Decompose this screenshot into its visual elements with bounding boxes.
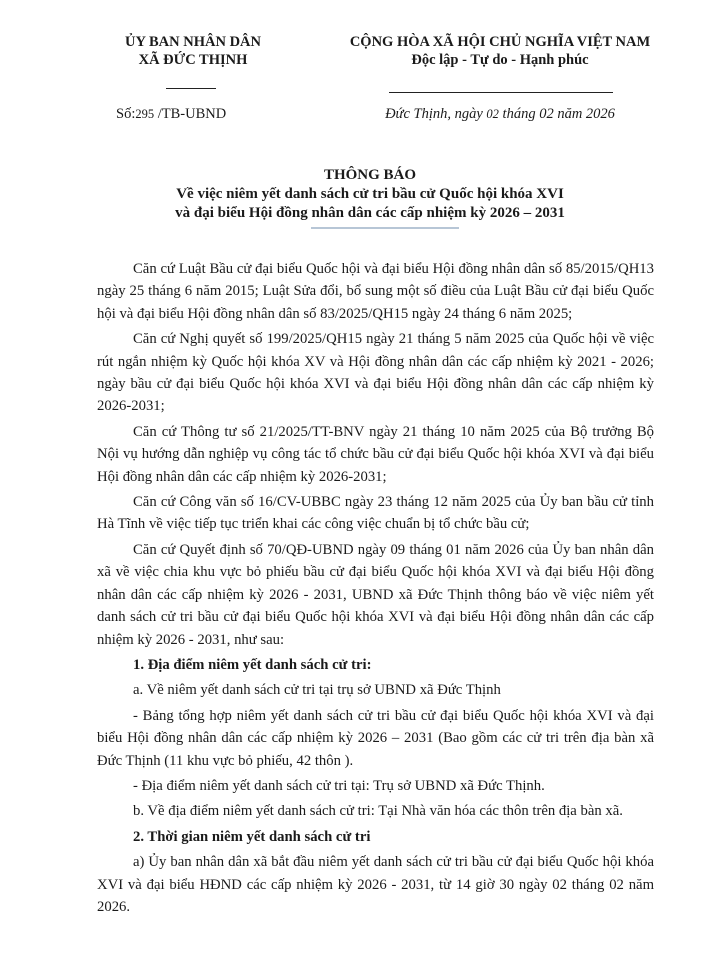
paragraph-1a-summary: - Bảng tổng hợp niêm yết danh sách cử tri bầu cử đại biểu Quốc hội khóa XVI và đại biểu Hội đồng nhân dân các cấp nhiệm kỳ 2026 – 2031 (Bao gồm các cử tri trên địa bàn xã Đức Thịnh (11 khu vực bỏ phiếu, 42 thôn ).: [97, 707, 654, 769]
doc-number-prefix: Số:: [116, 106, 136, 122]
date-prefix: Đức Thịnh, ngày: [385, 106, 487, 122]
title-heading: THÔNG BÁO: [323, 167, 417, 183]
paragraph-1a: a. Về niêm yết danh sách cử tri tại trụ sở UBND xã Đức Thịnh: [133, 682, 501, 699]
agency-line-2: XÃ ĐỨC THỊNH: [138, 52, 248, 68]
doc-number-value: 295: [135, 107, 155, 121]
document-body: [97, 258, 654, 921]
title-subtitle-2: và đại biểu Hội đồng nhân dân các cấp nhiệm kỳ 2026 – 2031: [175, 205, 565, 221]
national-title: CỘNG HÒA XÃ HỘI CHỦ NGHĨA VIỆT NAM: [349, 34, 651, 50]
doc-number-suffix: /TB-UBND: [154, 106, 227, 122]
title-subtitle-1: Về việc niêm yết danh sách cử tri bầu cử Quốc hội khóa XVI: [176, 186, 564, 202]
agency-underline: [166, 88, 216, 89]
date-day: 02: [486, 107, 499, 121]
paragraph-legal-basis-2: Căn cứ Nghị quyết số 199/2025/QH15 ngày 21 tháng 5 năm 2025 của Quốc hội về việc rút ngắn nhiệm kỳ Quốc hội khóa XV và Hội đồng nhân dân các cấp nhiệm kỳ 2021 - 2026; ngày bầu cử đại biểu Quốc hội khóa XVI và đại biểu Hội đồng nhân dân các cấp nhiệm kỳ 2026-2031;: [97, 331, 654, 415]
issuing-agency: [96, 33, 290, 69]
document-number: [116, 106, 226, 123]
paragraph-legal-basis-3: Căn cứ Thông tư số 21/2025/TT-BNV ngày 21 tháng 10 năm 2025 của Bộ trưởng Bộ Nội vụ hướng dẫn nghiệp vụ công tác tổ chức bầu cử đại biểu Quốc hội khóa XVI và đại biểu Hội đồng nhân dân các cấp nhiệm kỳ 2026-2031;: [97, 423, 654, 485]
document-title: [90, 166, 650, 223]
paragraph-legal-basis-5: Căn cứ Quyết định số 70/QĐ-UBND ngày 09 tháng 01 năm 2026 của Ủy ban nhân dân xã về việc chia khu vực bỏ phiếu bầu cử đại biểu Quốc hội khóa XVI và đại biểu Hội đồng nhân dân các cấp nhiệm kỳ 2026 - 2031, UBND xã Đức Thịnh thông báo về việc niêm yết danh sách cử tri bầu cử đại biểu Quốc hội khóa XVI và đại biểu Hội đồng nhân dân các cấp nhiệm kỳ 2026 - 2031, như sau:: [97, 541, 654, 648]
national-motto: [300, 33, 700, 69]
national-slogan: Độc lập - Tự do - Hạnh phúc: [411, 52, 589, 68]
paragraph-2a: a) Ủy ban nhân dân xã bắt đầu niêm yết danh sách cử tri bầu cử đại biểu Quốc hội khóa XVI và đại biểu HĐND các cấp nhiệm kỳ 2026 - 2031, từ 14 giờ 30 ngày 02 tháng 02 năm 2026.: [97, 854, 654, 915]
date-suffix: tháng 02 năm 2026: [498, 106, 615, 122]
title-underline: [311, 227, 459, 229]
paragraph-1b: b. Về địa điểm niêm yết danh sách cử tri: Tại Nhà văn hóa các thôn trên địa bàn xã.: [133, 803, 623, 820]
document-date: [300, 106, 700, 123]
section-heading-2: 2. Thời gian niêm yết danh sách cử tri: [133, 828, 371, 845]
paragraph-legal-basis-4: Căn cứ Công văn số 16/CV-UBBC ngày 23 tháng 12 năm 2025 của Ủy ban bầu cử tỉnh Hà Tĩnh về việc tiếp tục triển khai các công việc chuẩn bị tổ chức bầu cử;: [97, 494, 654, 533]
paragraph-1a-location: - Địa điểm niêm yết danh sách cử tri tại: Trụ sở UBND xã Đức Thịnh.: [133, 777, 545, 794]
section-heading-1: 1. Địa điểm niêm yết danh sách cử tri:: [133, 656, 372, 673]
slogan-underline: [389, 92, 613, 93]
agency-line-1: ỦY BAN NHÂN DÂN: [124, 34, 261, 50]
paragraph-legal-basis-1: Căn cứ Luật Bầu cử đại biểu Quốc hội và đại biểu Hội đồng nhân dân số 85/2015/QH13 ngày 25 tháng 6 năm 2015; Luật Sửa đổi, bổ sung một số điều của Luật Bầu cử đại biểu Quốc hội và đại biểu Hội đồng nhân dân số 83/2025/QH15 ngày 24 tháng 6 năm 2025;: [97, 261, 654, 322]
